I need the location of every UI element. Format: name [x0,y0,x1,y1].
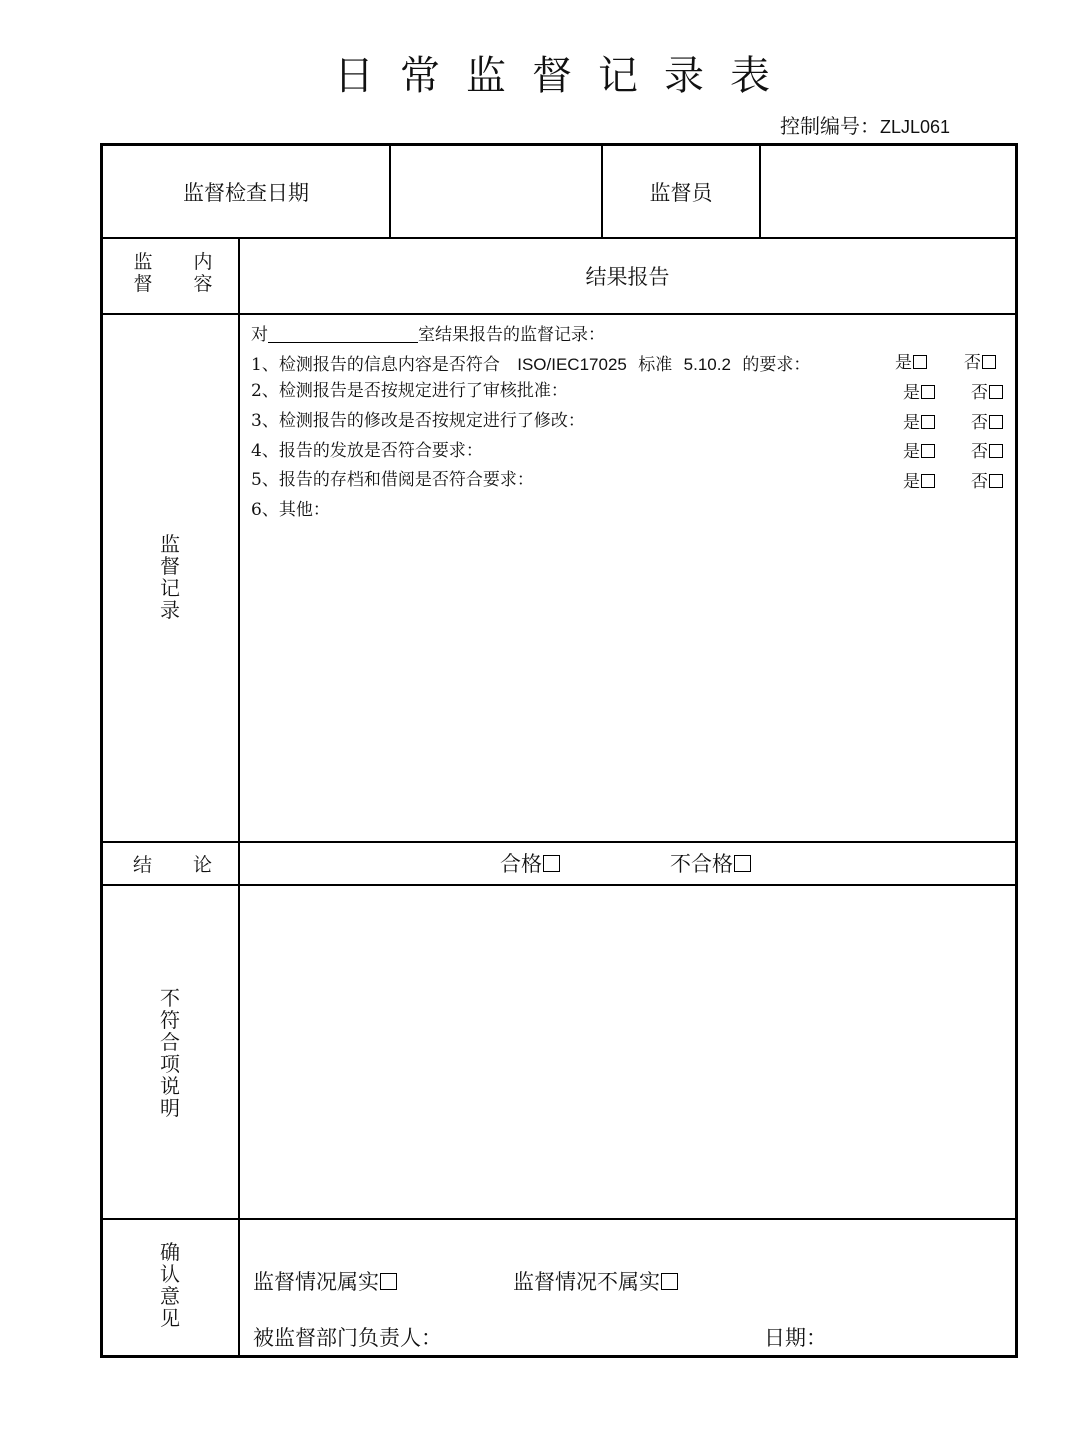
false-checkbox[interactable]: 监督情况不属实 [513,1266,678,1296]
item-3-yes-checkbox[interactable]: 是 [903,408,935,433]
item-2-no-checkbox[interactable]: 否 [971,378,1003,403]
item-4-yes-checkbox[interactable]: 是 [903,437,935,462]
record-intro: 对 室结果报告的监督记录： [251,325,605,345]
record-item-4: 4、报告的发放是否符合要求： [251,441,483,461]
page-title: 日常监督记录表 [334,53,796,99]
conclusion-label-a: 结 [133,854,153,876]
pass-checkbox[interactable]: 合格 [500,848,560,878]
label-col-divider [238,238,240,1355]
date-field[interactable] [391,146,601,237]
lab-name-input[interactable] [268,326,418,343]
true-checkbox[interactable]: 监督情况属实 [253,1266,397,1296]
item-4-no-checkbox[interactable]: 否 [971,437,1003,462]
responsible-label: 被监督部门负责人： [253,1326,442,1350]
record-item-3: 3、检测报告的修改是否按规定进行了修改： [251,411,585,431]
confirmation-label: 确 认 意 见 [160,1240,180,1330]
supervisor-field[interactable] [761,146,1015,237]
item-5-yes-checkbox[interactable]: 是 [903,467,935,492]
item-3-no-checkbox[interactable]: 否 [971,408,1003,433]
content-value: 结果报告 [585,265,670,289]
date-label: 监督检查日期 [183,180,309,205]
item-1-no-checkbox[interactable]: 否 [964,348,996,373]
item-5-no-checkbox[interactable]: 否 [971,467,1003,492]
item-2-yes-checkbox[interactable]: 是 [903,378,935,403]
confirm-date-label: 日期： [764,1326,827,1350]
control-label: 控制编号： [780,114,880,138]
record-item-2: 2、检测报告是否按规定进行了审核批准： [251,381,568,401]
record-item-1: 1、检测报告的信息内容是否符合 ISO/IEC17025 标准 5.10.2 的要求： [251,355,811,375]
content-label-col2: 内 容 [193,251,213,295]
nonconformity-label: 不 符 合 项 说 明 [160,986,180,1120]
control-code: ZLJL061 [880,117,951,137]
content-label-col1: 监 督 [133,251,153,295]
control-number [780,110,950,139]
fail-checkbox[interactable]: 不合格 [670,848,751,878]
supervisor-label: 监督员 [649,180,713,205]
record-item-5: 5、报告的存档和借阅是否符合要求： [251,470,534,490]
form-table [100,143,1018,1358]
item-1-yes-checkbox[interactable]: 是 [895,348,927,373]
record-item-6: 6、其他： [251,500,330,520]
nonconformity-content[interactable] [243,888,1013,1216]
conclusion-label-b: 论 [193,854,213,876]
record-label: 监 督 记 录 [160,532,180,622]
